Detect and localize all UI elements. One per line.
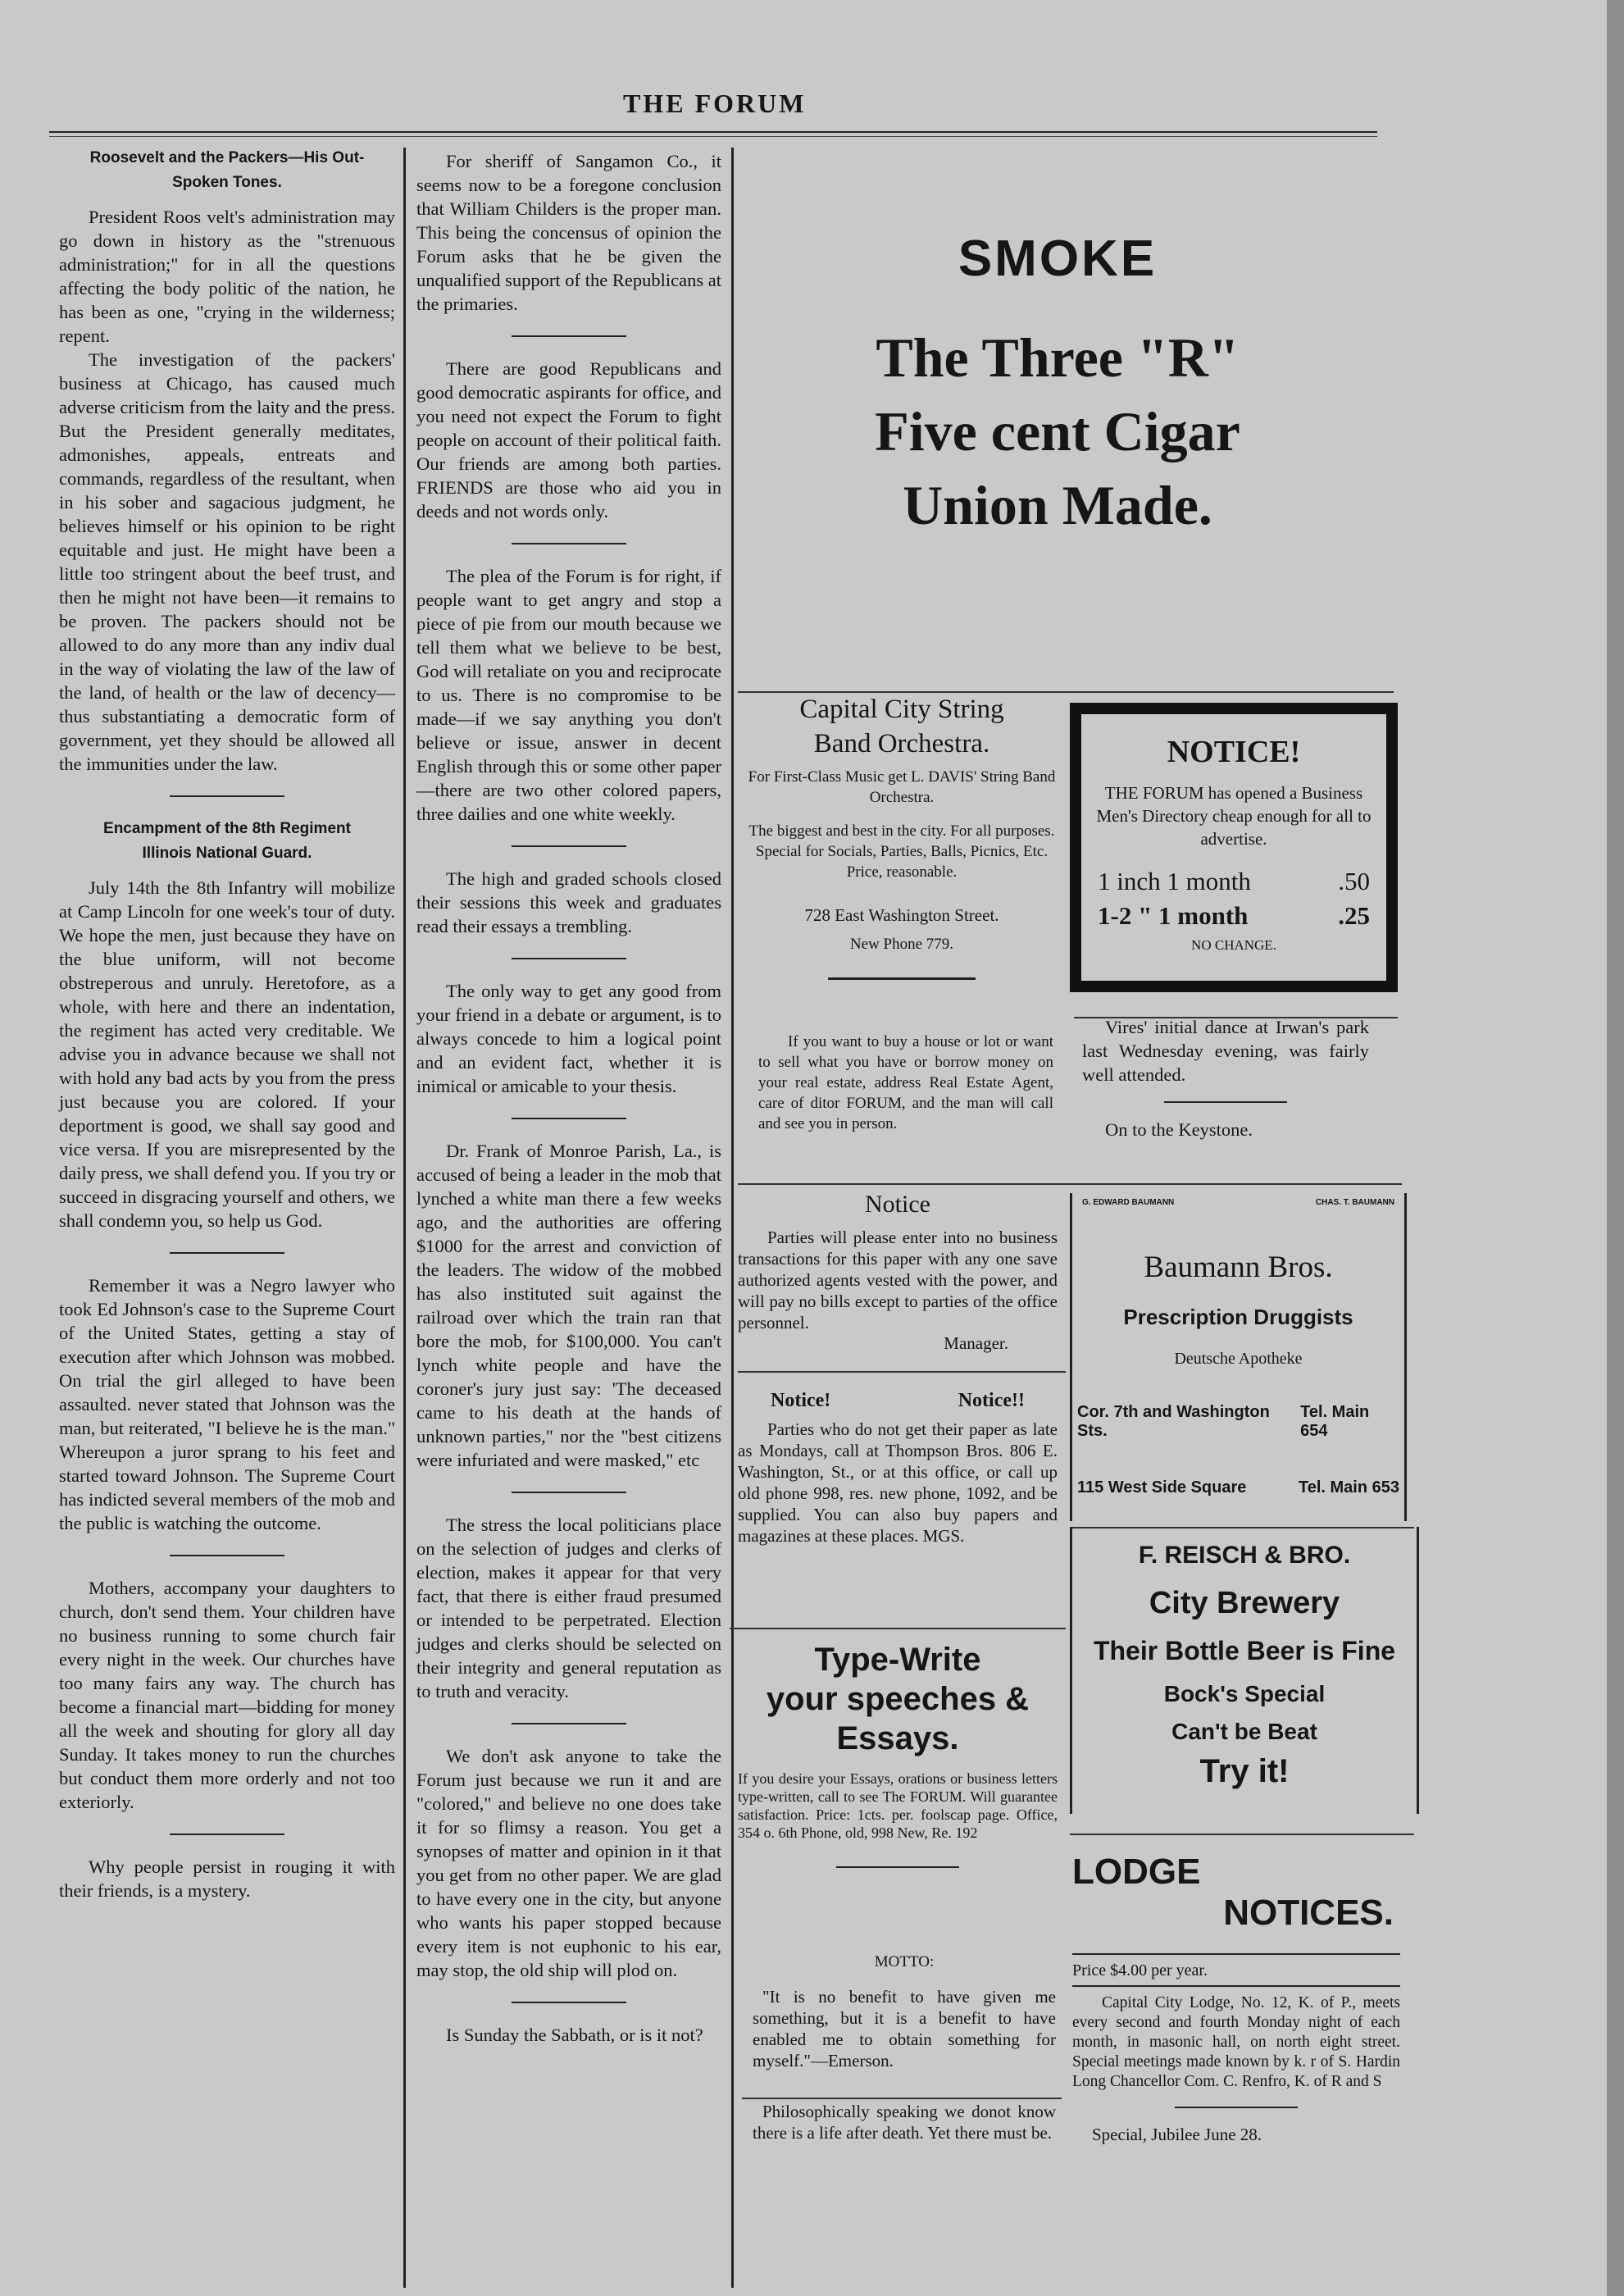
rule xyxy=(1070,1183,1402,1185)
notice-box-rate-1: 1 inch 1 month .50 xyxy=(1098,867,1370,895)
notice-box-rate-2: 1-2 " 1 month .25 xyxy=(1098,901,1370,930)
sheriff-para: For sheriff of Sangamon Co., it seems now to be a foregone conclusion that William Childers is the proper man. This being the concensus of opinion the Forum asks that he be given the unqualified support of the Republicans at the primaries. xyxy=(416,151,721,314)
mothers-para: Mothers, accompany your daughters to church, don't send them. Your children have no business running to some church fair every night in the week. Our churches have too many fairs any way. The church has become a financial mart—bidding for money all the week and shouting for glory all day Sunday. It takes money to run the churches but conduct them more orderly and not too exteriorly. xyxy=(59,1578,395,1812)
separator xyxy=(512,845,626,847)
column-1 xyxy=(59,146,395,1902)
orchestra-ad xyxy=(738,693,1066,980)
separator xyxy=(512,1723,626,1724)
motto: MOTTO: "It is no benefit to have given me something, but it is a benefit to have enabled me to obtain something for myself."—Emerson. xyxy=(753,1953,1056,2070)
smoke-line-3: Five cent Cigar xyxy=(875,400,1240,462)
schools-para: The high and graded schools closed their sessions this week and graduates read their essays a trembling. xyxy=(416,868,721,936)
notice-box-footer: NO CHANGE. xyxy=(1191,937,1276,953)
typewrite-ad: Type-Write your speeches & Essays. If you desire your Essays, orations or business letters type-written, call to see The FORUM. Will guarantee satisfaction. Price: 1cts. per. foolscap page. Office, 354 o. 6th Phone, old, 998 New, Re. 192 xyxy=(730,1640,1066,1868)
rouging-para: Why people persist in rouging it with their friends, is a mystery. xyxy=(59,1856,395,1901)
header-rule-thin xyxy=(49,136,1377,137)
rule xyxy=(742,2098,1062,2099)
roosevelt-para-2: The investigation of the packers' business at Chicago, has caused much adverse criticism from the laity and the press. But the President generally meditates, admonishes, appeals, entreats and commands, regardless of the resultant, when in his sober and sagacious judgment, he believes himself or his opinion to be right equitable and just. He might have been a little too stringent about the beef trust, and then he might not have been—it remains to be proven. The packers should not be allowed to do any more than any indiv dual in the way of violating the law of the law of the land, of health or the law of decency—thus substantiating a democratic form of government, yet they should be allowed all the immunities under the law. xyxy=(59,349,395,774)
separator xyxy=(512,958,626,959)
masthead: THE FORUM xyxy=(623,89,807,118)
rule xyxy=(730,1628,1066,1629)
separator xyxy=(170,1252,284,1254)
separator xyxy=(170,1555,284,1556)
smoke-ad xyxy=(738,230,1377,542)
philosoph: Philosophically speaking we donot know there is a life after death. Yet there must be. xyxy=(753,2102,1056,2143)
smoke-heading: SMOKE xyxy=(958,230,1158,287)
separator xyxy=(512,335,626,337)
separator xyxy=(512,2002,626,2003)
vires-notice: Vires' initial dance at Irwan's park last Wednesday evening, was fairly well attended. On to the Keystone. xyxy=(1082,1017,1369,1140)
page-edge xyxy=(1607,0,1624,2296)
roosevelt-headline: Roosevelt and the Packers—His Out- Spoken Tones. xyxy=(89,149,365,191)
ask-para: We don't ask anyone to take the Forum just because we run it and are "colored," and believe no one does take it for so flimsy a reason. You get a synopses of matter and opinion in it that you get from no other paper. We are glad to have every one in the city, but anyone who wants his paper stopped because every item is not euphonic to his ear, may stop, the old ship will plod on. xyxy=(416,1746,721,1980)
separator xyxy=(170,1834,284,1835)
notice-agents-title: Notice xyxy=(865,1191,930,1218)
rule xyxy=(1070,1834,1414,1835)
sunday-para: Is Sunday the Sabbath, or is it not? xyxy=(446,2025,703,2045)
header-rule xyxy=(49,131,1377,133)
notice-box-body: THE FORUM has opened a Business Men's Directory cheap enough for all to advertise. xyxy=(1096,783,1372,849)
smoke-line-2: The Three "R" xyxy=(876,326,1240,389)
rule xyxy=(738,1371,1066,1373)
separator xyxy=(170,795,284,797)
brewery-ad: F. REISCH & BRO. City Brewery Their Bottle Beer is Fine Bock's Special Can't be Beat Try it! xyxy=(1070,1527,1419,1814)
separator xyxy=(836,1866,959,1868)
good-para: The only way to get any good from your friend in a debate or argument, is to always concede to him a logical point and an evident fact, whether it is inimical or amicable to your thesis. xyxy=(416,981,721,1096)
orchestra-sub: For First-Class Music get L. DAVIS' String Band Orchestra. xyxy=(748,768,1056,806)
orchestra-address: 728 East Washington Street. xyxy=(804,905,999,925)
roosevelt-para-1: President Roos velt's administration may go down in history as the "strenuous administration;" for in all the questions affecting the body politic of the nation, he has been as one, "crying in the wilderness; repent. xyxy=(59,207,395,346)
notice-agents: Notice Parties will please enter into no business transactions for this paper with any one save authorized agents vested with the power, and will pay no bills except to parties of the office personnel. Manager. xyxy=(738,1191,1058,1353)
orchestra-title-2: Band Orchestra. xyxy=(813,729,990,758)
notice-agents-sign: Manager. xyxy=(944,1333,1008,1353)
notice-directory-box xyxy=(1070,703,1398,992)
notice-box-title: NOTICE! xyxy=(1167,735,1301,769)
johnson-para: Remember it was a Negro lawyer who took Ed Johnson's case to the Supreme Court of the United States, getting a stay of execution after which Johnson was mobbed. On trial the girl alleged to have been assaulted. never stated that Johnson was the man, but reiterated, "I believe he is the man." Whereupon a juror sprang to his feet and started toward Johnson. The Supreme Court has indicted several members of the mob and the public is watching the outcome. xyxy=(59,1275,395,1533)
separator xyxy=(512,1118,626,1119)
smoke-line-4: Union Made. xyxy=(903,474,1212,536)
orchestra-body: The biggest and best in the city. For all purposes. Special for Socials, Parties, Balls, Picnics, Etc. Price, reasonable. xyxy=(748,822,1055,881)
baumann-ad: G. EDWARD BAUMANN CHAS. T. BAUMANN Baumann Bros. Prescription Druggists Deutsche Apotheke Cor. 7th and Washington Sts. Tel. Main 654 115 West Side Square Tel. Main 653 xyxy=(1070,1193,1407,1521)
lodge-notices: LODGE NOTICES. Price $4.00 per year. Capital City Lodge, No. 12, K. of P., meets every second and fourth Monday night of each month, in masonic hall, on north eight street. Special meetings made known by k. r of S. Hardin Long Chancellor Com. C. Renfro, K. of R and S Special, Jubilee June 28. xyxy=(1072,1852,1400,2144)
orchestra-title-1: Capital City String xyxy=(799,695,1004,724)
stress-para: The stress the local politicians place on the selection of judges and clerks of election, makes it appear for that very fact, that there is either fraud presumed or intended to be perpetrated. Election judges and clerks should be selected on their integrity and general reputation as to truth and veracity. xyxy=(416,1515,721,1702)
encampment-headline: Encampment of the 8th Regiment Illinois National Guard. xyxy=(103,820,351,862)
orchestra-phone: New Phone 779. xyxy=(849,936,954,953)
real-estate-ad: If you want to buy a house or lot or want to sell what you have or borrow money on your real estate, address Real Estate Agent, care of ditor FORUM, and the man will call and see you in person. xyxy=(758,1033,1053,1132)
column-rule-2 xyxy=(731,148,734,2288)
notice-papers-title: Notice! Notice!! xyxy=(771,1390,1025,1411)
frank-para: Dr. Frank of Monroe Parish, La., is accused of being a leader in the mob that lynched a white man there a few weeks ago, and the authorities are offering $1000 for the arrest and conviction of the leaders. The widow of the mobbed has also instituted suit against the railroad over which the train ran that bore the mob, for $100,000. You can't lynch white people and have the coroner's jury just say: 'The deceased came to his death at the hands of unknown parties," nor the "best citizens were infuriated and were masked," etc xyxy=(416,1141,721,1470)
keystone-line: On to the Keystone. xyxy=(1105,1119,1253,1140)
separator xyxy=(512,1492,626,1493)
encampment-para: July 14th the 8th Infantry will mobilize at Camp Lincoln for one week's tour of duty. We hope the men, just because they have on the blue uniform, will not become obstreperous and unruly. Heretofore, as a whole, with here and there an indentation, the regiment has acted very creditable. We advise you in advance because we shall not with hold any bad acts by you from the press just because you are colored. If your deportment is good, we shall say good and vice versa. If you are misrepresented by the daily press, we shall defend you. If you try or succeed in disgracing yourself and others, we shall condemn you, so help us God. xyxy=(59,877,395,1231)
smudge xyxy=(844,968,1271,1181)
column-rule-1 xyxy=(403,148,406,2288)
republicans-para: There are good Republicans and good democratic aspirants for office, and you need not expect the Forum to fight people on account of their political faith. Our friends are among both parties. FRIENDS are those who aid you in deeds and not words only. xyxy=(416,358,721,522)
plea-para: The plea of the Forum is for right, if people want to get angry and stop a piece of pie from our mouth because we tell them what we believe to be best, God will retaliate on you and reciprocate to us. There is no compromise to be made—if we say anything you don't believe or issue, answer in decent English through this or some other paper—there are two other colored papers, three dailies and one white weekly. xyxy=(416,566,721,824)
separator xyxy=(512,543,626,544)
column-2 xyxy=(416,149,721,2047)
notice-papers: Notice! Notice!! Parties who do not get their paper as late as Mondays, call at Thompson Bros. 806 E. Washington, St., or at this office, or call up old phone 998, res. new phone, 1092, and be supplied. You can also buy papers and magazines at these places. MGS. xyxy=(738,1390,1058,1546)
